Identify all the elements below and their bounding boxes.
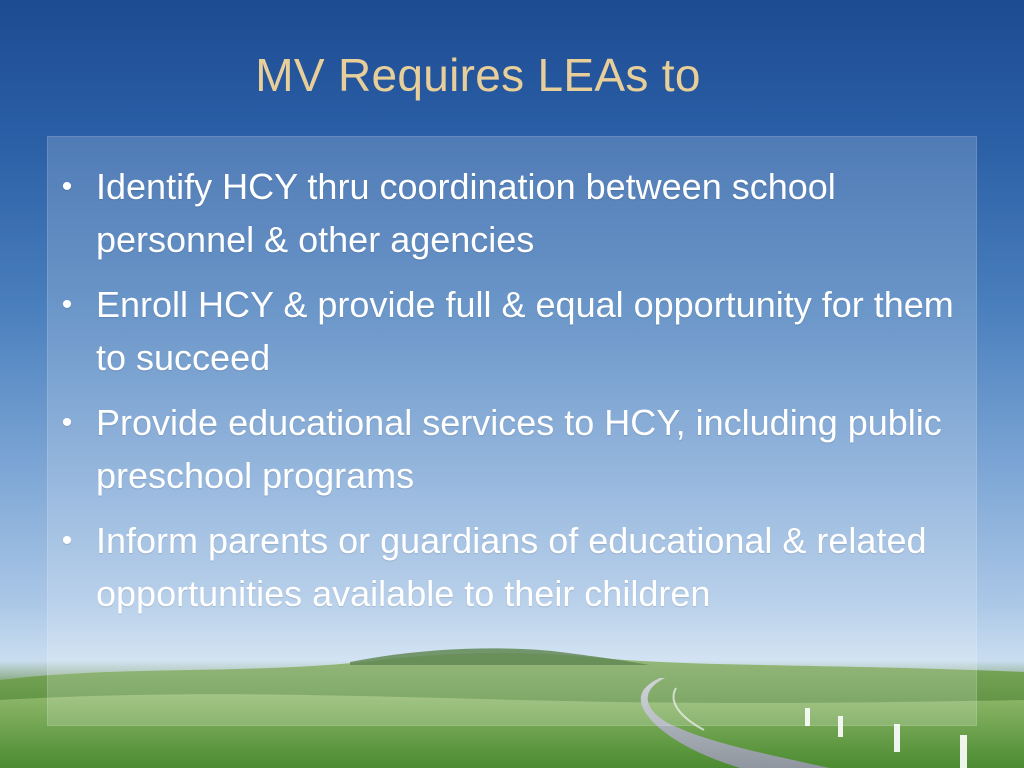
bullet-list xyxy=(47,160,972,632)
bullet-dot-icon: • xyxy=(61,170,73,203)
content-panel xyxy=(47,136,977,726)
bullet-item xyxy=(47,278,972,384)
bullet-text: Inform parents or guardians of educational & related opportunities available to their children xyxy=(96,520,927,614)
bullet-dot-icon: • xyxy=(61,288,73,321)
bullet-text: Identify HCY thru coordination between school personnel & other agencies xyxy=(96,166,836,260)
bullet-item xyxy=(47,396,972,502)
bullet-dot-icon: • xyxy=(61,524,73,557)
bullet-text: Enroll HCY & provide full & equal opportunity for them to succeed xyxy=(96,284,954,378)
bullet-item xyxy=(47,160,972,266)
bullet-text: Provide educational services to HCY, including public preschool programs xyxy=(96,402,942,496)
slide-title: MV Requires LEAs to xyxy=(255,49,701,101)
bullet-dot-icon: • xyxy=(61,406,73,439)
bullet-item xyxy=(47,514,972,620)
